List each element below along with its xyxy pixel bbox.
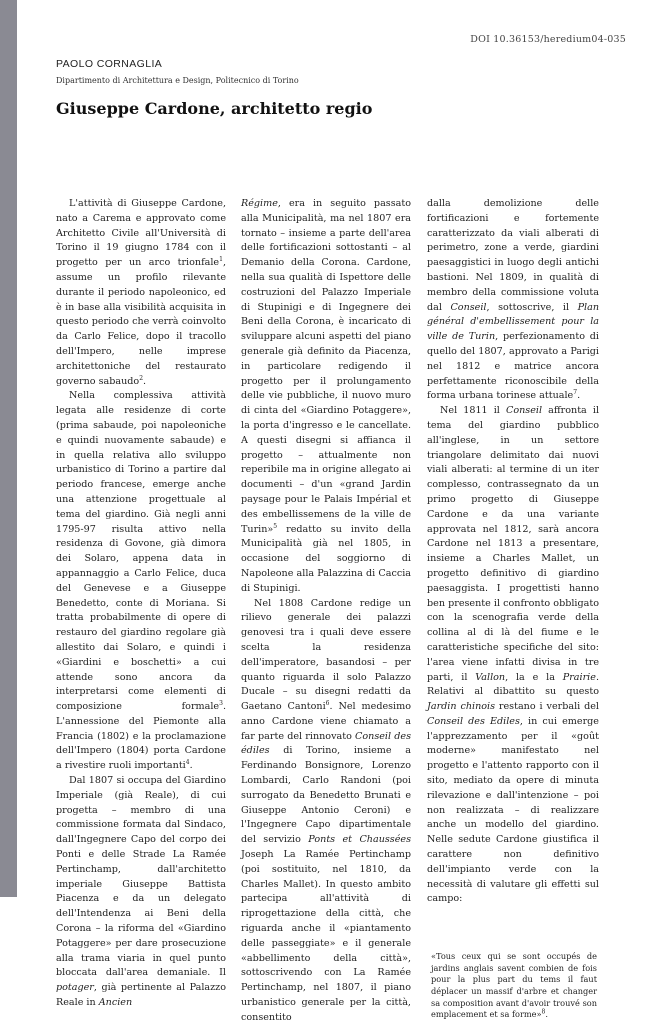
author-name: PAOLO CORNAGLIA — [56, 58, 163, 70]
paragraph: Nel 1808 Cardone redige un rilievo generale dei palazzi genovesi tra i quali deve essere scelta la residenza dell'imperatore, basandosi – per quanto riguarda il solo Palazzo Ducale – su disegni redatti da Gaetano Cantoni$^6$. Nel medesimo anno Cardone viene chiamato a far parte del rinnovato Conseil des édiles di Torino, insieme a Ferdinando Bonsignore, Lorenzo Lombardi, Carlo Randoni (poi surrogato da Benedetto Brunati e Giuseppe Antonio Ceroni) e l'Ingegnere Capo dipartimentale del servizio Ponts et Chaussées Joseph La Ramée Pertinchamp (poi sostituito, nel 1810, da Charles Mallet). In questo ambito partecipa all'attività di riprogettazione della città, che riguarda anche il «piantamento delle passeggiate» e il generale «abbellimento della città», sottoscrivendo con La Ramée Pertinchamp, nel 1807, il piano urbanistico generale per la città, consentito — [241, 597, 412, 1023]
block-quote: «Tous ceux qui se sont occupés de jardins anglais savent combien de fois pour la plus part du tems il faut déplacer un massif d'arbre et changer sa composition avant d'avoir trouvé son emplacement et sa forme»$^8$. — [431, 951, 597, 1020]
paragraph: dalla demolizione delle fortificazioni e fortemente caratterizzato da viali alberati di perimetro, zone a verde, giardini paesaggistici in luogo degli antichi bastioni. Nel 1809, in qualità di membro della commissione voluta dal Conseil, sottoscrive, il Plan général d'embellissement pour la ville de Turin, perfezionamento di quello del 1807, approvato a Parigi nel 1812 e matrice ancora perfettamente riconoscibile della forma urbana torinese attuale$^7$. — [427, 198, 600, 402]
text-column-3 — [427, 197, 599, 1021]
paragraph: Nella complessiva attività legata alle residenze di corte (prima sabaude, poi napoleoniche e quindi nuovamente sabaude) e in quella relativa allo sviluppo urbanistico di Torino a partire dal periodo francese, emerge anche una attenzione progettuale al tema del giardino. Già negli anni 1795-97 risulta attivo nella residenza di Govone, già dimora dei Solaro, appena data in appannaggio a Carlo Felice, duca del Genevese e a Giuseppe Benedetto, conte di Moriana. Si tratta probabilmente di opere di restauro del giardino regolare già allestito dai Solaro, e quindi i «Giardini e boschetti» a cui attende sono ancora da interpretarsi come elementi di composizione formale$^3$. L'annessione del Piemonte alla Francia (1802) e la proclamazione dell'Impero (1804) porta Cardone a rivestire ruoli importanti$^4$. — [56, 390, 226, 772]
article-title: Giuseppe Cardone, architetto regio — [56, 99, 373, 118]
paragraph: Nel 1811 il Conseil affronta il tema del giardino pubblico all'inglese, in un settore triangolare delimitato dai nuovi viali alberati: al termine di un iter complesso, contrassegnato da un primo progetto di Giuseppe Cardone e da una variante approvata nel 1812, sarà ancora Cardone nel 1813 a presentare, insieme a Charles Mallet, un progetto definitivo di giardino paesaggista. I progettisti hanno ben presente il confronto obbligato con la scenografia verde della collina al di là del fiume e le caratteristiche specifiche del sito: l'area viene infatti divisa in tre parti, il Vallon, la e la Prairie. Relativi al dibattito su questo Jardin chinois restano i verbali del Conseil des Ediles, in cui emerge l'apprezzamento per il «goût moderne» manifestato nel progetto e l'attento rapporto con il sito, mediato da opere di minuta rilevazione e dall'intenzione – poi non realizzata – di realizzare anche un modello del giardino. Nelle sedute Cardone giustifica il carattere non definitivo dell'impianto verde con la necessità di valutare gli effetti sul campo: — [427, 405, 600, 905]
author-affiliation: Dipartimento di Architettura e Design, Politecnico di Torino — [56, 76, 299, 85]
paragraph: Dal 1807 si occupa del Giardino Imperiale (già Reale), di cui progetta – membro di una commissione formata dal Sindaco, dall'Ingegnere Capo del corpo dei Ponti e delle Strade La Ramée Pertinchamp, dall'architetto imperiale Giuseppe Battista Piacenza e da un delegato dell'Intendenza ai Beni della Corona – la riforma del «Giardino Potaggere» per dare prosecuzione alla trama viaria in quel punto bloccata dall'area demaniale. Il potager, già pertinente al Palazzo Reale in Ancien — [56, 775, 226, 1009]
text-column-1 — [56, 197, 226, 1011]
paragraph: Régime, era in seguito passato alla Municipalità, ma nel 1807 era tornato – insieme a parte dell'area delle fortificazioni sottostanti – al Demanio della Corona. Cardone, nella sua qualità di Ispettore delle costruzioni del Palazzo Imperiale di Stupinigi e di Ingegnere dei Beni della Corona, è incaricato di sviluppare alcuni aspetti del piano generale già definito da Piacenza, in particolare redigendo il progetto per il prolungamento delle vie pubbliche, il nuovo muro di cinta del «Giardino Potaggere», la porta d'ingresso e le cancellate. A questi disegni si affianca il progetto – attualmente non reperibile ma in origine allegato ai documenti – d'un «grand Jardin paysage pour le Palais Impérial et des embellissemens de la ville de Turin»$^5$ redatto su invito della Municipalità già nel 1805, in occasione del soggiorno di Napoleone alla Palazzina di Caccia di Stupinigi. — [241, 198, 411, 594]
margin-sidebar — [0, 0, 17, 897]
doi-label: DOI 10.36153/heredium04-035 — [470, 34, 626, 45]
paragraph: L'attività di Giuseppe Cardone, nato a Carema e approvato come Architetto Civile all'Università di Torino il 19 giugno 1784 con il progetto per un arco trionfale$^1$, assume un profilo rilevante durante il periodo napoleonico, ed è in base alla visibilità acquisita in questo periodo che verrà coinvolto da Carlo Felice, dopo il tracollo dell'Impero, nelle imprese architettoniche del restaurato governo sabaudo$^2$. — [56, 198, 226, 387]
text-column-2 — [241, 197, 411, 1026]
